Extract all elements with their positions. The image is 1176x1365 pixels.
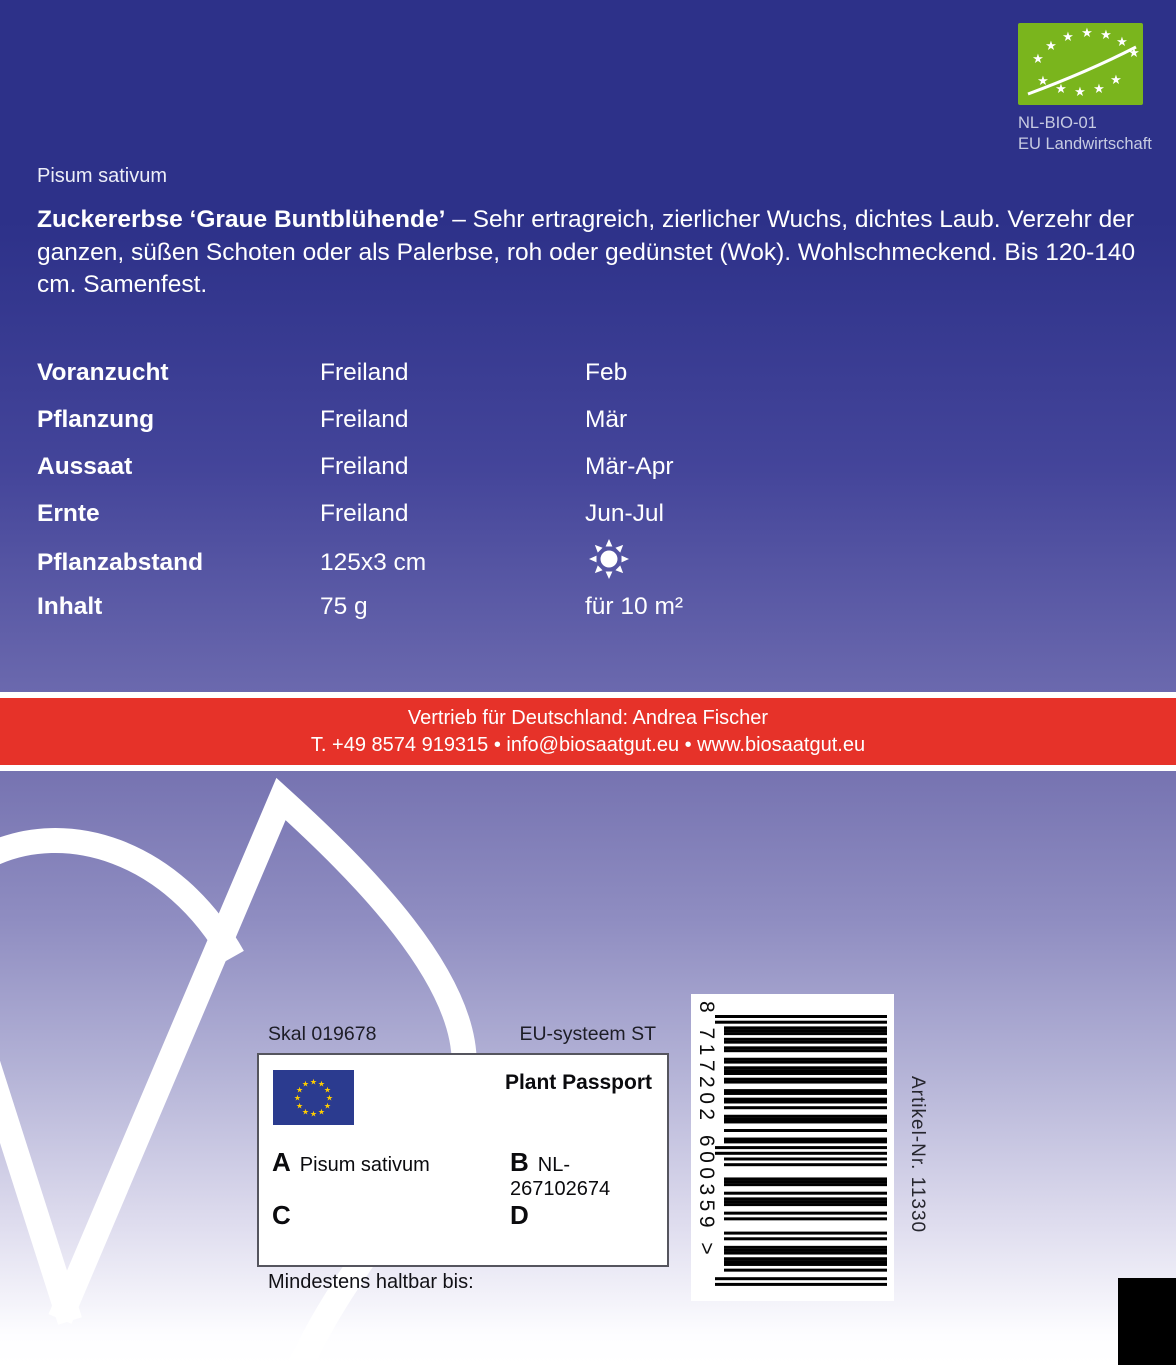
svg-text:★: ★ (323, 1085, 331, 1095)
passport-title: Plant Passport (504, 1071, 652, 1094)
table-row (37, 584, 1137, 631)
row-timing: Feb (585, 359, 628, 387)
svg-text:★: ★ (296, 1101, 304, 1111)
svg-text:★: ★ (1093, 82, 1105, 97)
distributor-line2: T. +49 8574 919315 • info@biosaatgut.eu • www.biosaatgut.eu (310, 733, 866, 756)
table-row (37, 397, 1137, 444)
sun-icon (587, 537, 631, 581)
svg-text:★: ★ (325, 1093, 334, 1103)
table-row (37, 350, 1137, 397)
product-description-text: – Sehr ertragreich, zierlicher Wuchs, dichtes Laub. Verzehr der ganzen, süßen Schoten oder als Palerbse, roh oder gedünstet (Wok). Wohlschmeckend. Bis 120-140 cm. Samenfest. (37, 206, 1136, 298)
svg-text:★: ★ (309, 1077, 318, 1087)
svg-text:★: ★ (317, 1107, 326, 1117)
svg-text:★: ★ (1045, 39, 1057, 54)
distributor-band (0, 698, 1176, 765)
eu-organic-leaf-icon (1018, 23, 1143, 105)
passport-field-d: D (510, 1200, 529, 1230)
svg-text:★: ★ (301, 1107, 310, 1117)
svg-text:★: ★ (1062, 30, 1074, 45)
distributor-line1: Vertrieb für Deutschland: Andrea Fischer (407, 706, 769, 729)
svg-text:★: ★ (296, 1085, 304, 1095)
best-before-label: Mindestens haltbar bis: (268, 1271, 474, 1293)
row-timing: Mär (585, 406, 628, 434)
barcode-number: 8 717202 600359 > (695, 1001, 718, 1260)
svg-text:★: ★ (301, 1079, 310, 1089)
svg-text:★: ★ (317, 1079, 326, 1089)
barcode-bars-icon (691, 994, 894, 1301)
table-row (37, 537, 1137, 584)
row-value: Freiland (320, 452, 409, 480)
print-registration-mark (1118, 1278, 1176, 1365)
row-value: Freiland (320, 406, 409, 434)
row-label: Pflanzung (37, 406, 155, 434)
table-row (37, 444, 1137, 491)
svg-text:★: ★ (1037, 74, 1049, 89)
svg-text:★: ★ (323, 1101, 331, 1111)
svg-text:★: ★ (1081, 26, 1093, 41)
organic-cert-code: NL-BIO-01 (1018, 114, 1097, 132)
eu-system: EU-systeem ST (519, 1023, 656, 1045)
svg-text:★: ★ (293, 1093, 302, 1103)
passport-field-b: B NL-267102674 (510, 1147, 611, 1200)
row-label: Voranzucht (37, 359, 169, 387)
row-label: Pflanzabstand (37, 548, 204, 576)
svg-text:★: ★ (309, 1109, 318, 1119)
row-value: 125x3 cm (320, 548, 427, 576)
barcode (691, 994, 894, 1301)
row-timing (585, 537, 1137, 588)
row-timing: Mär-Apr (585, 452, 674, 480)
row-label: Aussaat (37, 452, 133, 480)
passport-field-c: C (272, 1200, 291, 1230)
row-timing: Jun-Jul (585, 499, 664, 527)
svg-text:★: ★ (1128, 46, 1140, 61)
row-value: Freiland (320, 359, 409, 387)
svg-text:★: ★ (1110, 73, 1122, 88)
row-value: Freiland (320, 499, 409, 527)
info-table (37, 350, 1137, 631)
skal-number: Skal 019678 (268, 1023, 377, 1045)
row-timing: für 10 m² (585, 593, 684, 621)
species-name: Pisum sativum (37, 165, 168, 187)
plant-passport-box (257, 1053, 669, 1267)
row-value: 75 g (320, 593, 368, 621)
eu-organic-logo (1018, 23, 1158, 155)
row-label: Inhalt (37, 593, 103, 621)
passport-field-a: A Pisum sativum (272, 1147, 430, 1177)
bottom-section (0, 771, 1176, 1365)
row-label: Ernte (37, 499, 100, 527)
organic-cert-label: EU Landwirtschaft (1018, 135, 1152, 153)
svg-text:★: ★ (1032, 52, 1044, 67)
eu-flag-icon (273, 1070, 354, 1125)
svg-text:★: ★ (1055, 82, 1067, 97)
article-number: Artikel-Nr. 11330 (907, 1076, 928, 1234)
svg-text:★: ★ (1074, 85, 1086, 100)
svg-text:★: ★ (1116, 35, 1128, 50)
product-description (37, 204, 1149, 302)
svg-text:★: ★ (1100, 28, 1112, 43)
table-row (37, 490, 1137, 537)
product-title: Zuckererbse ‘Graue Buntblühende’ (37, 206, 446, 233)
